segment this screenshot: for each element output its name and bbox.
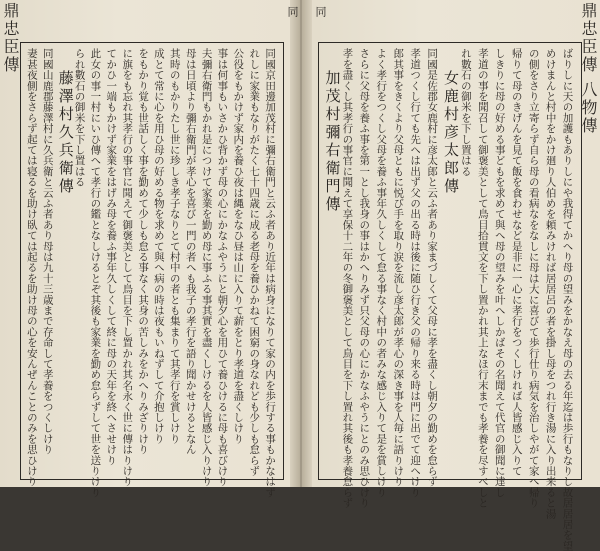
- right-text-column: 孝道の事を聞召して御褒美として鳥目拾貫文を下し置かれ其上なほ行末までも孝養を尽すべしと: [476, 48, 489, 509]
- left-text-column: に旗をも忘れ其孝行の事官に聞えて御褒美として鳥目を下し置かれ其名永く世に傳はりけり: [121, 48, 134, 487]
- right-heading: 加茂村彌右衛門傳: [323, 70, 342, 214]
- left-text-column: 母は日頃より彌右衛門が孝心を喜び一門の者へも我子の孝行を語り聞かせけるとなん: [184, 48, 197, 455]
- right-text-column: めけまんと村中をかけ廻り人伯めを頼みければ居居呂の者を掛し母をつれ行き湯に入り出来ると湯: [544, 48, 557, 519]
- right-text-column: さらに父母を養ふ事を第一とし我身の事はかへりみず只父母の心にかなふやうにとのみ思ひけり: [358, 48, 371, 509]
- right-text-column: 同國是佐郡女鹿村に彦太郎と云ふ者あり家まづしくて父母に孝を盡くし朝夕の勤めを怠らず: [426, 48, 439, 487]
- left-heading: 藤澤村久兵衛傳: [56, 70, 75, 196]
- left-text-column: 事は何事もいさかひ背かず母の心にかなふやうにと朝夕心を用ひて養ひけるに母も喜びけり: [216, 48, 229, 487]
- right-heading: 女鹿村彦太郎傳: [442, 70, 460, 196]
- left-text-column: 同國山鹿郡藤澤村に久兵衛と云ふ者あり母は九十三歳まで存命して孝養をつくしけり: [41, 48, 54, 455]
- book-gutter: [290, 0, 312, 487]
- right-text-column: れ數石の御米を下し置はる: [459, 48, 472, 177]
- right-text-column: しきりに母の好める事どもを求めて與へ母の望みを叶へしかばその名聞えて代官の御聞に達し: [493, 48, 506, 498]
- left-text-column: 此女の事一村にいひ傳へて孝行の鑑となしけるとぞ其後も家業を勤め怠らずして世を送りけり: [89, 48, 102, 498]
- right-text-column: 帰りて母のきげんを見て飯を食わせなど是非に一心に孝行をつくしければ人皆感じ入りて: [510, 48, 523, 476]
- left-text-column: 妻甚夜側をさらず起ては寝るを助け臥ては起るを助け母の心を安んぜんことのみを思ひけり: [25, 48, 38, 487]
- right-folio: 同: [314, 6, 327, 17]
- left-text-column: 成とて常に心を用ひ母の好める物を求めて與へ病の時は夜もいねずして介抱しけり: [152, 48, 165, 444]
- left-text-column: 其時のもかりたし世に珍しき孝子なりとて村中の者とも集まりて其孝行を賞しけり: [168, 48, 181, 444]
- left-text-column: をもかり覚も世話しく事を勤めて少しも怠る事なく其身の苦しみをかへりみざりけり: [137, 48, 150, 455]
- left-text-column: 公役をもかけず家内を養ひ夜は縄をなひ昼は山に入りて薪をとり孝道を盡くしけり: [232, 48, 245, 444]
- right-text-column: 孝道つくし行ても先へは出ず父の出る時は後に随ひ行き父の帰り来る時は門に出でて迎へけり: [409, 48, 422, 498]
- left-text-column: 夫彌右衛門もかれ是につけて家業を勤め母に事ふる事其實を盡くしけるを人皆感じ入りけり: [200, 48, 213, 487]
- right-text-column: 郎其事をきくより父母ともに悦び手を取り涙を流し彦太郎が孝心の深き事を人毎に語りけり: [392, 48, 405, 487]
- left-text-column: られ數石の御米を下し置はる: [73, 48, 86, 188]
- right-text-column: ばりしに天の加護もありしにや我得てかへり母の望みをかなえ母の去る年迄は歩行もなりし故居居居を望: [561, 48, 574, 551]
- running-title-right: 鼎忠臣傳 八物傳: [579, 2, 598, 136]
- left-folio: 同: [286, 6, 299, 17]
- right-text-column: の側をさり立寄らず自ら母の看病なをなしに母は大に喜びて歩行仕り病気を治しやがて家へ帰り: [527, 48, 540, 509]
- left-text-column: てかひ一端もかけず家業をはげみ母を養ふ事年久しくして終に母の天年を終へさせけり: [105, 48, 118, 466]
- right-text-column: 孝を盡くし其孝行の事官に聞えて享保十二年の冬御褒美として鳥目を下し置れ其後も孝養怠らず: [341, 48, 354, 509]
- running-title-left: 鼎忠臣傳: [1, 2, 20, 74]
- right-text-column: よく孝行をつくし父母を養ふ事年久しくして怠る事なく村中の者みな感じ入りて是を賞しけり: [375, 48, 388, 498]
- left-text-column: 同國京田邊加茂村に彌右衛門と云ふ者あり近年は病身になりて家の内を歩行する事もかなはず: [264, 48, 277, 498]
- left-text-column: れしに家業もなりがたく七十四歳に成る老母を養ひかねて困窮の身なれども少しも怠らず: [248, 48, 261, 476]
